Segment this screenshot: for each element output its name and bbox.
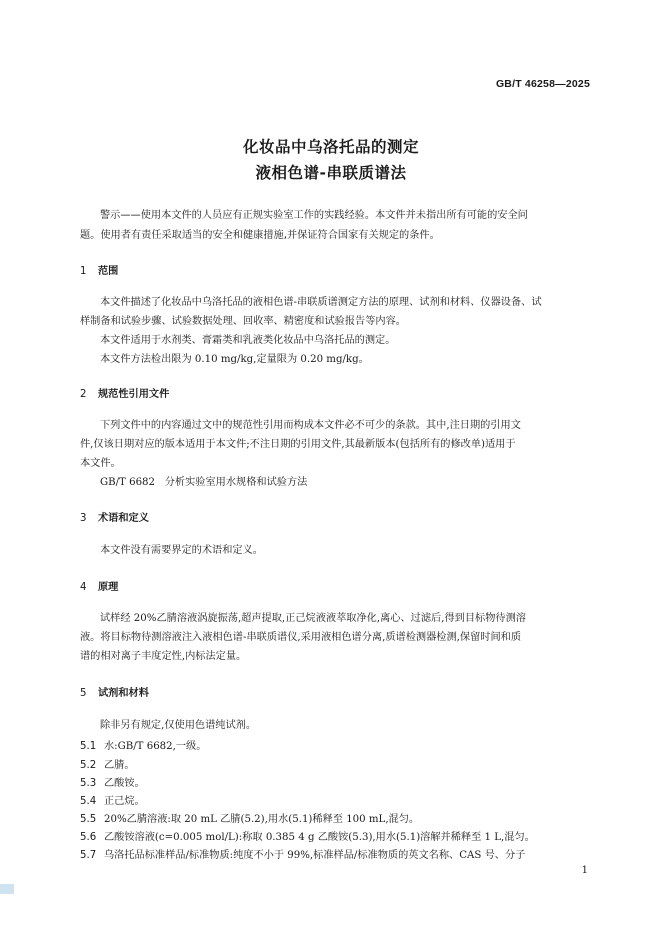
- list-item: [80, 810, 592, 825]
- document-subtitle: 液相色谱-串联质谱法: [255, 164, 407, 182]
- section-heading-scope: [80, 262, 118, 277]
- document-title: 化妆品中乌洛托品的测定: [242, 138, 419, 156]
- section-heading-principle: [80, 578, 118, 593]
- section-title: 试剂和材料: [98, 688, 149, 699]
- section-number: 4: [80, 582, 87, 593]
- section-heading-normative-references: [80, 385, 169, 400]
- publisher-logo-icon: [0, 884, 14, 894]
- principle-paragraph: [80, 609, 592, 666]
- section-heading-terms: [80, 509, 149, 524]
- references-paragraph: [80, 416, 592, 492]
- item-text: 乌洛托品标准样品/标准物质:纯度不小于 99%,标准样品/标准物质的英文名称、CAS 号、分子: [104, 850, 526, 861]
- item-number: 5.1: [80, 741, 97, 752]
- text-line: 本文件。: [80, 458, 121, 469]
- text-line: 下列文件中的内容通过文中的规范性引用而构成本文件必不可少的条款。其中,注日期的引用文: [100, 420, 521, 431]
- scope-paragraph: [80, 293, 592, 369]
- section-number: 1: [80, 266, 87, 277]
- item-number: 5.5: [80, 814, 97, 825]
- list-item: [80, 828, 592, 843]
- item-number: 5.2: [80, 760, 97, 771]
- section-number: 2: [80, 389, 87, 400]
- list-item: [80, 737, 592, 752]
- terms-paragraph: [80, 541, 592, 560]
- item-number: 5.4: [80, 796, 97, 807]
- reagents-intro: [80, 716, 592, 735]
- section-title: 术语和定义: [98, 513, 149, 524]
- text-line: 件,仅该日期对应的版本适用于本文件;不注日期的引用文件,其最新版本(包括所有的修改单)适用于: [80, 439, 516, 450]
- item-number: 5.3: [80, 778, 97, 789]
- item-number: 5.7: [80, 850, 97, 861]
- section-title: 规范性引用文件: [98, 389, 170, 400]
- text-line: 除非另有规定,仅使用色谱纯试剂。: [100, 720, 257, 731]
- section-title: 范围: [98, 266, 119, 277]
- item-text: 水:GB/T 6682,一级。: [104, 741, 207, 752]
- warning-notice: [80, 206, 592, 246]
- item-number: 5.6: [80, 832, 97, 843]
- section-heading-reagents: [80, 684, 149, 699]
- item-text: 20%乙腈溶液:取 20 mL 乙腈(5.2),用水(5.1)稀释至 100 mL,混匀。: [104, 814, 420, 825]
- item-text: 乙腈。: [104, 760, 135, 771]
- text-line: 液。将目标物待测溶液注入液相色谱-串联质谱仪,采用液相色谱分离,质谱检测器检测,保留时间和质: [80, 632, 522, 643]
- section-title: 原理: [98, 582, 119, 593]
- page-number: 1: [581, 865, 588, 876]
- reference-entry: GB/T 6682 分析实验室用水规格和试验方法: [100, 477, 308, 488]
- warning-line: 题。使用者有责任采取适当的安全和健康措施,并保证符合国家有关规定的条件。: [80, 230, 440, 241]
- list-item: [80, 846, 592, 861]
- list-item: [80, 792, 592, 807]
- text-line: 本文件描述了化妆品中乌洛托品的液相色谱-串联质谱测定方法的原理、试剂和材料、仪器设备、试: [100, 297, 542, 308]
- list-item: [80, 774, 592, 789]
- item-text: 正己烷。: [104, 796, 145, 807]
- standard-number: GB/T 46258—2025: [495, 78, 590, 90]
- text-line: 谱的相对离子丰度定性,内标法定量。: [80, 651, 247, 662]
- item-text: 乙酸铵溶液(c=0.005 mol/L):称取 0.385 4 g 乙酸铵(5.3),用水(5.1)溶解并稀释至 1 L,混匀。: [104, 832, 535, 843]
- text-line: 试样经 20%乙腈溶液涡旋振荡,超声提取,正己烷液液萃取净化,离心、过滤后,得到目标物待测溶: [100, 613, 526, 624]
- text-line: 样制备和试验步骤、试验数据处理、回收率、精密度和试验报告等内容。: [80, 316, 406, 327]
- section-number: 3: [80, 513, 87, 524]
- section-number: 5: [80, 688, 87, 699]
- text-line: 本文件方法检出限为 0.10 mg/kg,定量限为 0.20 mg/kg。: [100, 354, 369, 365]
- warning-line: 警示——使用本文件的人员应有正规实验室工作的实践经验。本文件并未指出所有可能的安全问: [100, 210, 528, 221]
- item-text: 乙酸铵。: [104, 778, 145, 789]
- list-item: [80, 756, 592, 771]
- text-line: 本文件适用于水剂类、膏霜类和乳液类化妆品中乌洛托品的测定。: [100, 335, 396, 346]
- text-line: 本文件没有需要界定的术语和定义。: [100, 545, 263, 556]
